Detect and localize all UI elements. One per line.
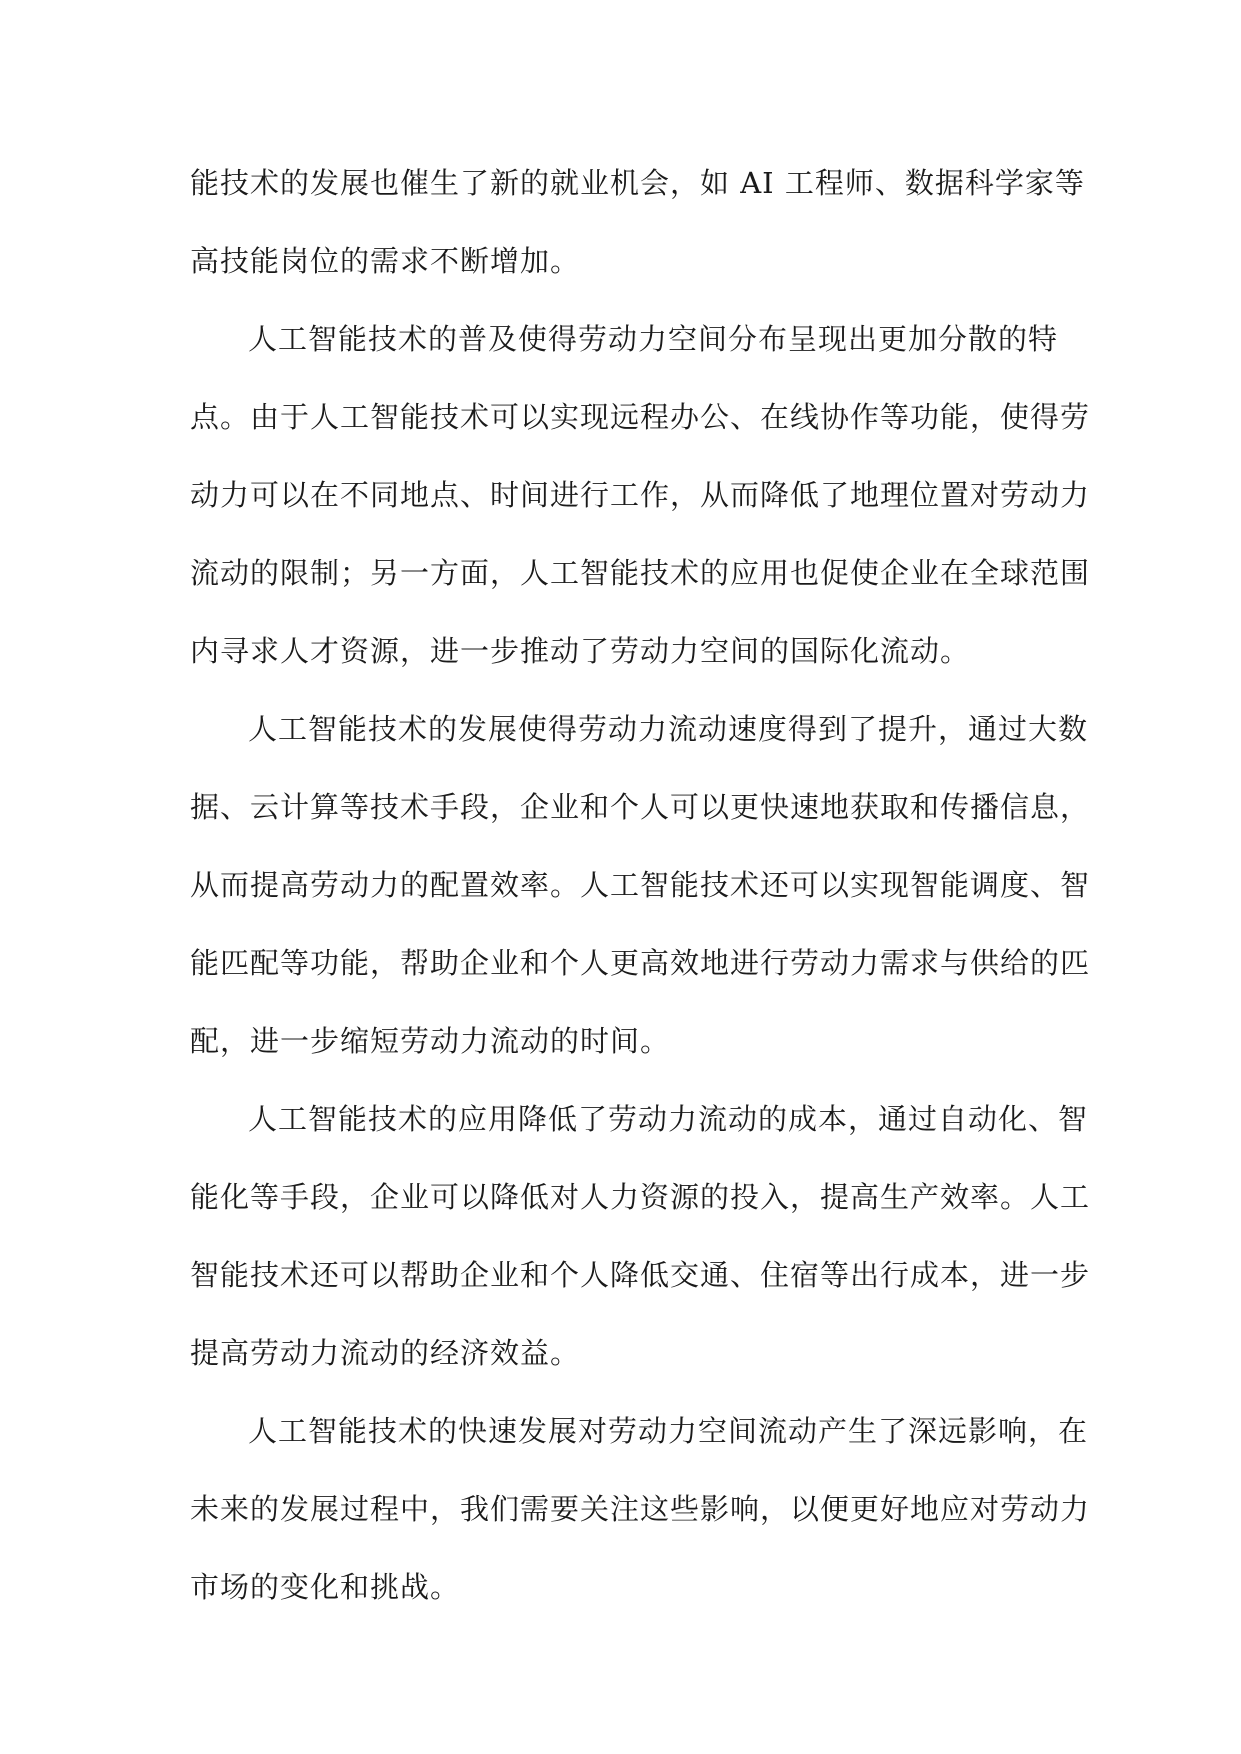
text-line: 高技能岗位的需求不断增加。 <box>190 244 581 278</box>
text-line: 动力可以在不同地点、时间进行工作，从而降低了地理位置对劳动力 <box>190 478 1091 512</box>
text-line: 人工智能技术的快速发展对劳动力空间流动产生了深远影响，在 <box>248 1414 1089 1448</box>
paragraph-3 <box>190 690 1091 1080</box>
document-body <box>190 144 1091 1626</box>
text-line: 配，进一步缩短劳动力流动的时间。 <box>190 1024 671 1058</box>
paragraph-1 <box>190 144 1085 300</box>
text-line: 据、云计算等技术手段，企业和个人可以更快速地获取和传播信息， <box>190 790 1091 824</box>
text-line: 能匹配等功能，帮助企业和个人更高效地进行劳动力需求与供给的匹 <box>190 946 1091 980</box>
text-line: 人工智能技术的发展使得劳动力流动速度得到了提升，通过大数 <box>248 712 1089 746</box>
text-line: 能技术的发展也催生了新的就业机会，如 AI 工程师、数据科学家等 <box>190 166 1085 200</box>
text-line: 能化等手段，企业可以降低对人力资源的投入，提高生产效率。人工 <box>190 1180 1091 1214</box>
paragraph-5 <box>190 1392 1091 1626</box>
text-line: 人工智能技术的应用降低了劳动力流动的成本，通过自动化、智 <box>248 1102 1089 1136</box>
text-line: 未来的发展过程中，我们需要关注这些影响，以便更好地应对劳动力 <box>190 1492 1091 1526</box>
text-line: 从而提高劳动力的配置效率。人工智能技术还可以实现智能调度、智 <box>190 868 1091 902</box>
text-line: 内寻求人才资源，进一步推动了劳动力空间的国际化流动。 <box>190 634 971 668</box>
text-line: 流动的限制；另一方面，人工智能技术的应用也促使企业在全球范围 <box>190 556 1091 590</box>
text-line: 智能技术还可以帮助企业和个人降低交通、住宿等出行成本，进一步 <box>190 1258 1091 1292</box>
text-line: 人工智能技术的普及使得劳动力空间分布呈现出更加分散的特 <box>248 322 1059 356</box>
paragraph-4 <box>190 1080 1091 1392</box>
paragraph-2 <box>190 300 1091 690</box>
text-line: 市场的变化和挑战。 <box>190 1570 461 1604</box>
text-line: 点。由于人工智能技术可以实现远程办公、在线协作等功能，使得劳 <box>190 400 1091 434</box>
text-line: 提高劳动力流动的经济效益。 <box>190 1336 581 1370</box>
